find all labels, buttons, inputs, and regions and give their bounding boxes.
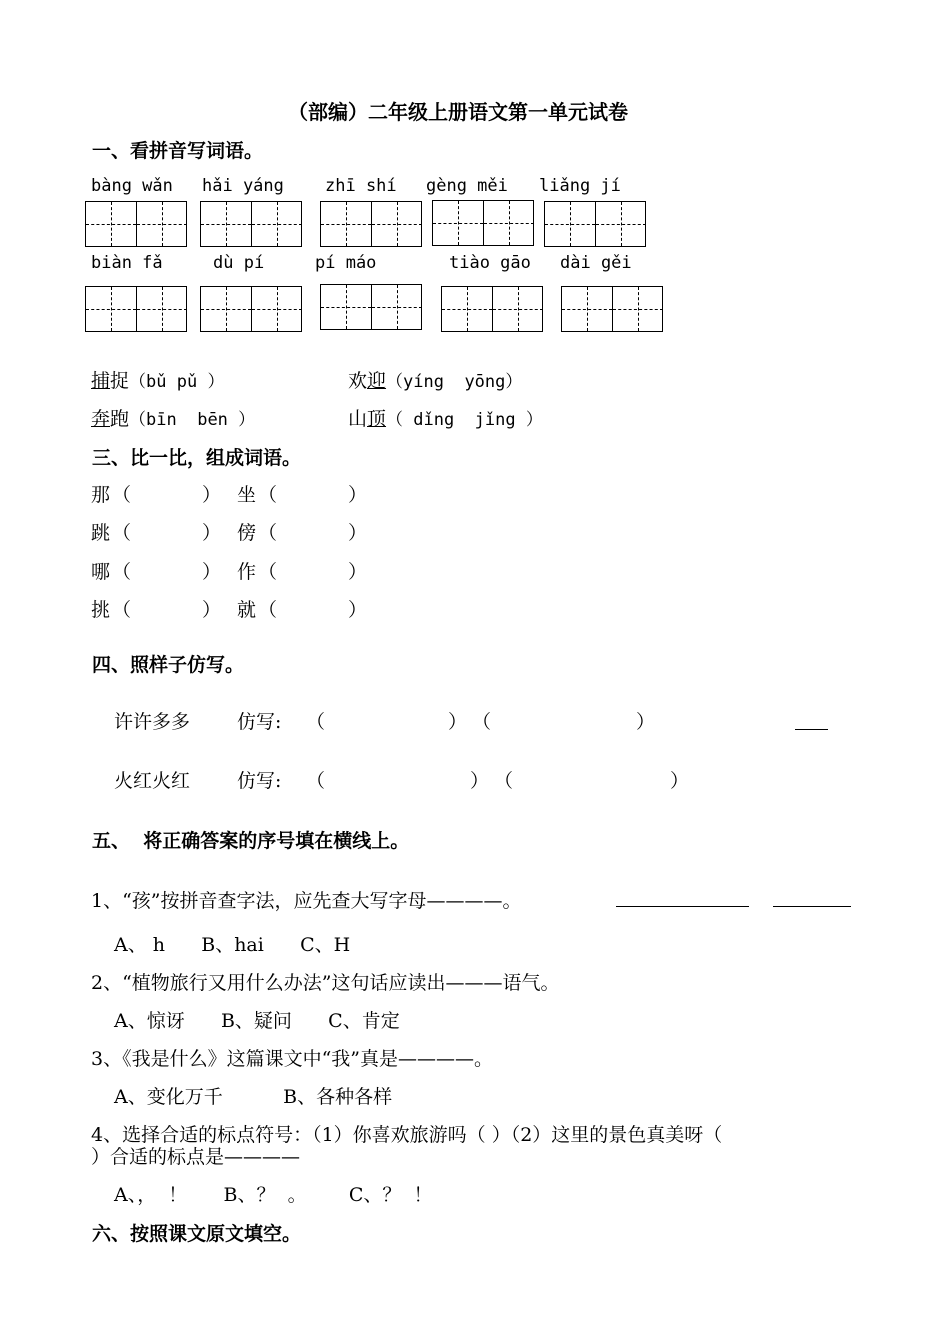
section-2-heading: 二、选择正确的读音画上“---”。 [92, 330, 366, 352]
answer-line [795, 729, 828, 730]
paren-close: ） [670, 770, 690, 792]
paren-open: （ [112, 484, 132, 506]
writing-box[interactable] [85, 201, 187, 247]
writing-box[interactable] [544, 201, 646, 247]
paren-open: （ [494, 770, 514, 792]
char-right: 坐 [237, 484, 257, 506]
paren-open: （ [112, 599, 132, 621]
question-1-options: A、 h B、hai C、H [114, 934, 351, 956]
paren-close: ） [202, 561, 222, 583]
imitate-label: 仿写: [237, 711, 282, 733]
page-title: （部编）二年级上册语文第一单元试卷 [288, 100, 628, 124]
section-4-heading: 四、照样子仿写。 [92, 654, 245, 676]
section-6-heading: 六、按照课文原文填空。 [92, 1223, 302, 1245]
example-word: 许许多多 [114, 711, 191, 733]
char-right: 就 [237, 599, 257, 621]
paren-open: （ [306, 770, 326, 792]
paren-open: （ [258, 484, 278, 506]
pinyin-label: zhī shí [325, 176, 397, 196]
paren-open: （ [472, 711, 492, 733]
question-4-options: A、， ！ B、？ 。 C、？ ！ [114, 1184, 433, 1206]
paren-close: ） [348, 522, 368, 544]
question-3: 3、《我是什么》这篇课文中“我”真是————。 [91, 1048, 494, 1070]
paren-close: ） [348, 561, 368, 583]
reading-item: 捕捉（bǔ pǔ ） [91, 370, 225, 392]
paren-close: ） [202, 484, 222, 506]
reading-item: 欢迎（yíng yōng） [348, 370, 523, 392]
pinyin-label: dù pí [213, 253, 265, 273]
paren-close: ） [348, 599, 368, 621]
paren-open: （ [112, 561, 132, 583]
writing-box[interactable] [85, 286, 187, 332]
paren-open: （ [258, 561, 278, 583]
char-right: 傍 [237, 522, 257, 544]
pinyin-label: biàn fǎ [91, 253, 163, 273]
question-4-line-1: 4、选择合适的标点符号：（1）你喜欢旅游吗（ ）（2）这里的景色真美呀（ [91, 1124, 723, 1146]
paren-close: ） [202, 599, 222, 621]
pinyin-label: liǎng jí [539, 176, 621, 196]
section-5-heading: 五、 将正确答案的序号填在横线上。 [92, 830, 410, 852]
paren-open: （ [112, 522, 132, 544]
paren-close: ） [636, 711, 656, 733]
paren-close: ） [348, 484, 368, 506]
paren-close: ） [202, 522, 222, 544]
paren-open: （ [258, 522, 278, 544]
paren-close: ） [470, 770, 490, 792]
writing-box[interactable] [200, 286, 302, 332]
question-3-options: A、变化万千 B、各种各样 [114, 1086, 393, 1108]
char-left: 跳 [91, 522, 111, 544]
writing-box[interactable] [320, 201, 422, 247]
example-word: 火红火红 [114, 770, 191, 792]
char-left: 那 [91, 484, 111, 506]
writing-box[interactable] [561, 286, 663, 332]
answer-line [773, 906, 851, 907]
pinyin-label: hǎi yáng [202, 176, 284, 196]
paren-close: ） [448, 711, 468, 733]
reading-item: 奔跑（bīn bēn ） [91, 408, 256, 430]
question-4-line-2: ）合适的标点是———— [91, 1146, 301, 1168]
char-left: 挑 [91, 599, 111, 621]
question-2-options: A、惊讶 B、疑问 C、肯定 [114, 1010, 400, 1032]
reading-item: 山顶（ dǐng jǐng ） [348, 408, 543, 430]
writing-box[interactable] [441, 286, 543, 332]
question-2: 2、“植物旅行又用什么办法”这句话应读出———语气。 [91, 972, 560, 994]
char-right: 作 [237, 561, 257, 583]
writing-box[interactable] [320, 284, 422, 330]
section-1-heading: 一、看拼音写词语。 [92, 140, 264, 162]
pinyin-label: bàng wǎn [91, 176, 173, 196]
pinyin-label: dài gěi [560, 253, 632, 273]
answer-line [616, 906, 749, 907]
pinyin-label: gèng měi [426, 176, 508, 196]
char-left: 哪 [91, 561, 111, 583]
writing-box[interactable] [432, 200, 534, 246]
paren-open: （ [306, 711, 326, 733]
question-1: 1、“孩”按拼音查字法，应先查大写字母————。 [91, 890, 522, 912]
pinyin-label: tiào gāo [449, 253, 531, 273]
writing-box[interactable] [200, 201, 302, 247]
pinyin-label: pí máo [315, 253, 377, 273]
section-3-heading: 三、比一比，组成词语。 [92, 447, 302, 469]
paren-open: （ [258, 599, 278, 621]
imitate-label: 仿写: [237, 770, 282, 792]
